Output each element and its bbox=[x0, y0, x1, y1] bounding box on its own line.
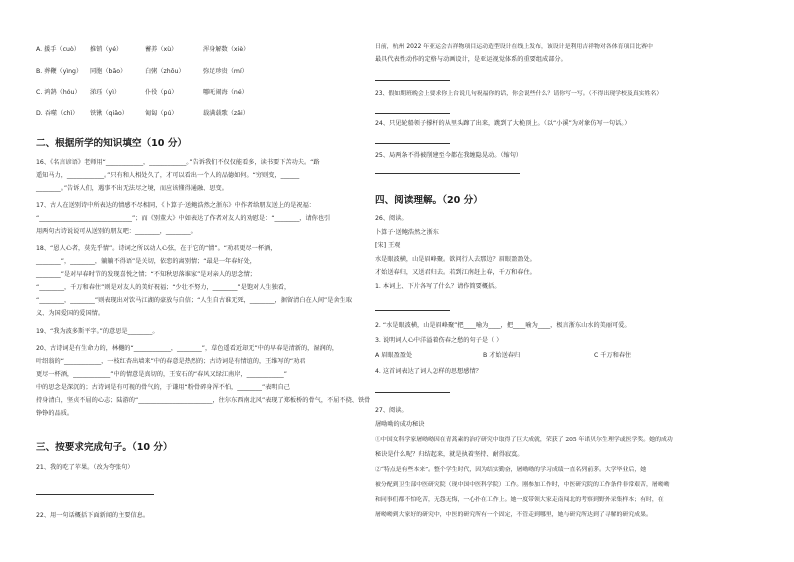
q24: 24、只见轮船领子撑杆的从里头蹿了出来，跳到了大桅顶上。（以“小溪”为对象仿写一句话。） bbox=[375, 120, 631, 127]
q20-line6: 铮铮的品质。 bbox=[36, 410, 74, 417]
q26-sub3: 3. 说明词人心中洋溢着伤春之愁的句子是（ ） bbox=[375, 337, 503, 344]
poem-line2: 才始送春归，又送君归去。若到江南赶上春，千万和春住。 bbox=[375, 269, 536, 276]
q27-para1: ①中国女科学家屠呦呦因在青蒿素的治疗研究中取得了巨大成就，荣获了 205 年诺贝尔生理学或医学奖。她的成功 bbox=[375, 437, 673, 443]
option-c-3: 仆役（pú） bbox=[145, 89, 178, 96]
option-a-1: A. 援手（cuò） bbox=[36, 46, 80, 53]
q17-line1: 17、古人在送别诗中所表达的情感不尽相同，《卜算子·送鲍浩然之浙东》中作者给朋友送上的是祝福： bbox=[36, 202, 315, 209]
q22-answer-line[interactable] bbox=[375, 80, 450, 81]
q26-sub1: 1. 本词上、下片各写了什么？请作简要概括。 bbox=[375, 283, 501, 290]
q21-answer-line[interactable] bbox=[36, 494, 154, 495]
news-line1: 日前，杭州 2022 年亚运会吉祥物项目运动造型设计在线上发布，该设计是利用吉祥物对各体育项目比赛中 bbox=[375, 44, 653, 50]
option-d-4: 载满载歌（zǎi） bbox=[203, 110, 249, 117]
option-c-1: C. 鸿鹄（hóu） bbox=[36, 89, 81, 96]
q27-title: 屠呦呦的成功秘诀 bbox=[375, 421, 425, 428]
q18-line5: “________，________”则表现出对饮马江湖的豪放与自信；“人生自古谁无死，________，据留清白在人间”是舍生取 bbox=[36, 297, 353, 304]
q16-line2: 遥知马力，____________。”只有和人相处久了，才可以看出一个人的品德如何。“穷则变，______ bbox=[36, 172, 300, 179]
q24-answer-line[interactable] bbox=[375, 143, 450, 144]
q16-line3: ________。”告诉人们，遇事不出无法尽之境，而应该懂得通融、思变。 bbox=[36, 185, 228, 192]
q27-para4: 被分配到卫生部中医研究院（现中国中医科学院）工作。刚参加工作时，中医研究院的工作条件非常艰苦，屠呦呦 bbox=[375, 482, 670, 488]
choice-c[interactable]: C 千万和春住 bbox=[594, 352, 632, 359]
poem-line1: 水是眼波横，山是眉峰聚。欲问行人去那边？眉眼盈盈处。 bbox=[375, 256, 536, 263]
option-d-2: 铁锹（qiāo） bbox=[90, 110, 128, 117]
q27-para3: ②“特点是有些本来”。整个学生时代，因为结实勤奋，屠呦呦的学习成绩一直名列前茅。大学毕业后，她 bbox=[375, 467, 647, 473]
poem-author: [宋] 王观 bbox=[375, 242, 401, 249]
option-b-1: B. 葬鞭（yìng） bbox=[36, 68, 83, 75]
news-line2: 最具代表性动作的定格与动画设计，是亚运视觉体系的重要组成部分。 bbox=[375, 56, 567, 63]
option-b-4: 弥足珍贵（mí） bbox=[203, 68, 248, 75]
q26-sub2: 2. “水是眼波横，山是眉峰聚”把____喻为____，把____喻为____，极言浙东山水的美丽可爱。 bbox=[375, 322, 631, 329]
q18-line3: ________”是对早春时节的发现喜悦之情；“不知秋思落谁家”是对亲人的思念情； bbox=[36, 271, 256, 278]
q26-sub4-answer-line[interactable] bbox=[375, 392, 450, 393]
q16-line1: 16、《名言谚语》老师用“____________，____________。”告诉我们不仅仅能看多，读书要下苦功夫。“路 bbox=[36, 159, 320, 166]
option-b-3: 白粥（zhōu） bbox=[145, 68, 185, 75]
q21: 21、我的吃了苹果。（改为夸张句） bbox=[36, 464, 134, 471]
q20-line4: 中的思念是深沉的；古诗词是有可视的骨气的，于谦用“粉骨碎身浑不怕，________”表明自己 bbox=[36, 384, 290, 391]
q19: 19、“我为波多斯平字。”的意思是________。 bbox=[36, 328, 159, 335]
q27-para5: 和同事们都不怕吃苦，无怨无悔，一心扑在工作上。她一度带领大家走南闯北的考察到野外采集样本；有时，在 bbox=[375, 497, 664, 503]
q26-sub4: 4. 这首词表达了词人怎样的思想感情？ bbox=[375, 368, 482, 375]
q22: 22、用一句话概括下面新闻的主要信息。 bbox=[36, 512, 150, 519]
q18-line1: 18、“恩人心者，莫先乎情”。诗词之所以动人心弦，在于它的“情”。“劝君更尽一杯酒， bbox=[36, 245, 277, 252]
option-c-2: 涕珏（yì） bbox=[90, 89, 121, 96]
q20-line3: 更尽一杯酒，____________”中的情意是真切的，王安石的“春风又绿江南岸，____________” bbox=[36, 371, 287, 378]
q20-line1: 20、古诗词是有生命力的，林樾的“____________，________”，草色遥看近却无”中的早春是清新的，湿润的， bbox=[36, 345, 339, 352]
q18-line6: 义、为国爱国的爱国情。 bbox=[36, 310, 105, 317]
option-a-4: 浑身解数（xiè） bbox=[203, 46, 250, 53]
option-c-4: 哪吒闹海（né） bbox=[203, 89, 248, 96]
poem-title: 卜算子·送鲍浩然之浙东 bbox=[375, 229, 439, 236]
choice-b[interactable]: B 才始送春归 bbox=[483, 352, 521, 359]
q25: 25、局两条不得被削建至今都在我缠隐晃动。（缩句） bbox=[375, 152, 523, 159]
option-a-3: 蓄养（xù） bbox=[145, 46, 178, 53]
q27-para6: 屠呦呦到大家好的研究中，中医的研究所有一个固定，不管走到哪里，她与研究所达到了寻解的研究成果。 bbox=[375, 512, 652, 518]
q17-line3: 用两句古诗说说可从送别的朋友吧：________，________。 bbox=[36, 228, 197, 235]
section4-heading: 四、阅读理解。（20 分） bbox=[375, 195, 483, 206]
section3-heading: 三、按要求完成句子。（10 分） bbox=[36, 442, 173, 453]
option-d-1: D. 吞噬（chì） bbox=[36, 110, 79, 117]
q23: 23、假如期班晚会上要求你上台说几句祝福你的话，你会说些什么？请你写一写。（不得出现学校及真实姓名） bbox=[375, 91, 663, 97]
q26-sub1-answer-line[interactable] bbox=[375, 310, 450, 311]
q27-intro: 27、阅读。 bbox=[375, 407, 408, 414]
option-a-2: 推销（yé） bbox=[90, 46, 123, 53]
option-d-3: 匍匐（pú） bbox=[145, 110, 178, 117]
q20-line5: 持身清白，坚贞不屈的心志；陆游的“________________________，往尔东西南北风”表现了郑板桥的骨气，不屈不挠、铁骨 bbox=[36, 397, 371, 404]
section2-heading: 二、根据所学的知识填空（10 分） bbox=[36, 138, 188, 149]
option-b-2: 同胞（bāo） bbox=[90, 68, 127, 75]
q18-line2: ________”，________，躺躺不得语”是关切，依恋的离别情；“最是一年春好处， bbox=[36, 258, 256, 265]
q26-intro: 26、阅读。 bbox=[375, 215, 408, 222]
q20-line2: 叶绍翁的“____________，一枝红杏出墙来”中的春意是热烈的；古诗词是有情谊的，王维写的“劝君 bbox=[36, 358, 306, 365]
choice-a[interactable]: A 眉眼盈盈处 bbox=[375, 352, 413, 359]
q18-line4: “________，千万和春住”则是对友人的美好祝福；“少壮不努力，________”是饱对人生独看， bbox=[36, 284, 291, 291]
q27-para2: 秘诀是什么呢？归结起来，就是执着坚持、耐得寂寞。 bbox=[375, 451, 524, 458]
q23-answer-line[interactable] bbox=[375, 113, 450, 114]
q25-answer-line[interactable] bbox=[375, 173, 520, 174]
q17-line2: “______________________________”；而《别董大》中如表达了作者对友人的劝慰是：“________，请你也引 bbox=[36, 215, 331, 222]
